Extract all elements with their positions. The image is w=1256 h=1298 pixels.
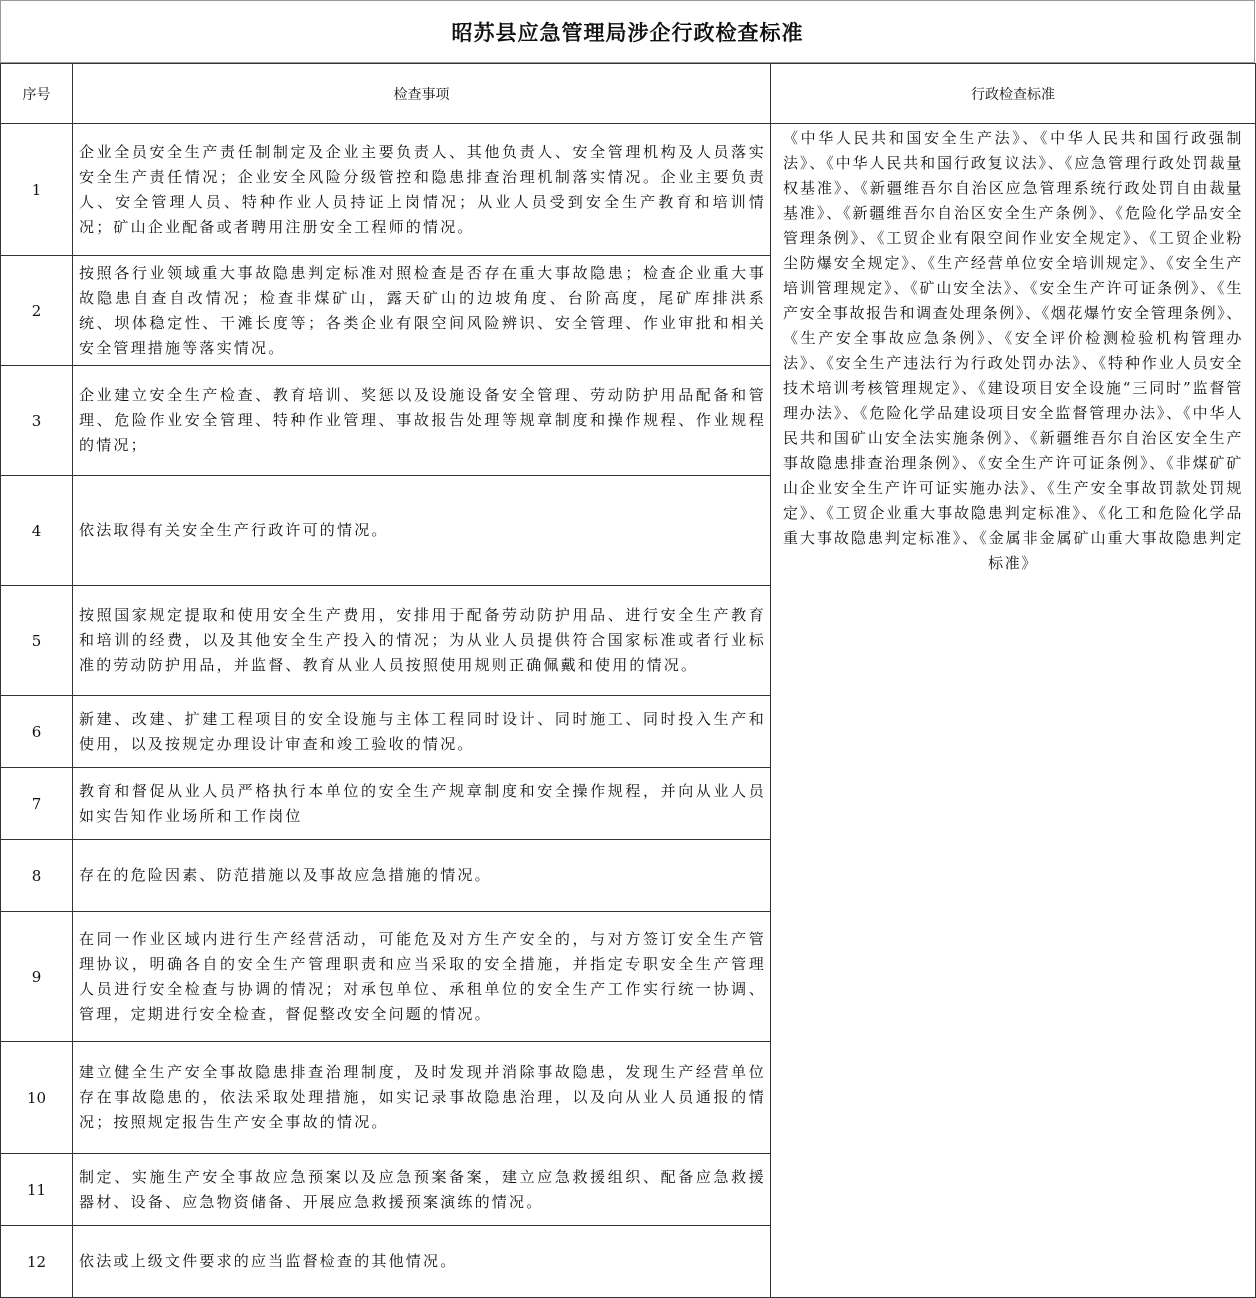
inspection-item: 制定、实施生产安全事故应急预案以及应急预案备案，建立应急救援组织、配备应急救援器材、设备、应急物资储备、开展应急救援预案演练的情况。 (73, 1154, 771, 1226)
inspection-item: 在同一作业区域内进行生产经营活动，可能危及对方生产安全的，与对方签订安全生产管理协议，明确各自的安全生产管理职责和应当采取的安全措施，并指定专职安全生产管理人员进行安全检查与协调的情况；对承包单位、承租单位的安全生产工作实行统一协调、管理，定期进行安全检查，督促整改安全问题的情况。 (73, 912, 771, 1042)
header-standard: 行政检查标准 (771, 64, 1256, 124)
row-number: 1 (1, 124, 73, 256)
row-number: 2 (1, 256, 73, 366)
row-number: 5 (1, 586, 73, 696)
row-number: 12 (1, 1226, 73, 1298)
row-number: 11 (1, 1154, 73, 1226)
row-number: 9 (1, 912, 73, 1042)
row-number: 10 (1, 1042, 73, 1154)
inspection-item: 企业全员安全生产责任制制定及企业主要负责人、其他负责人、安全管理机构及人员落实安全生产责任情况；企业安全风险分级管控和隐患排查治理机制落实情况。企业主要负责人、安全管理人员、特种作业人员持证上岗情况；从业人员受到安全生产教育和培训情况；矿山企业配备或者聘用注册安全工程师的情况。 (73, 124, 771, 256)
inspection-item: 按照国家规定提取和使用安全生产费用，安排用于配备劳动防护用品、进行安全生产教育和培训的经费，以及其他安全生产投入的情况；为从业人员提供符合国家标准或者行业标准的劳动防护用品，并监督、教育从业人员按照使用规则正确佩戴和使用的情况。 (73, 586, 771, 696)
inspection-item: 依法取得有关安全生产行政许可的情况。 (73, 476, 771, 586)
standard-text: 《中华人民共和国安全生产法》、《中华人民共和国行政强制法》、《中华人民共和国行政复议法》、《应急管理行政处罚裁量权基准》、《新疆维吾尔自治区应急管理系统行政处罚自由裁量基准》、《新疆维吾尔自治区安全生产条例》、《危险化学品安全管理条例》、《工贸企业有限空间作业安全规定》、《工贸企业粉尘防爆安全规定》、《生产经营单位安全培训规定》、《安全生产培训管理规定》、《矿山安全法》、《安全生产许可证条例》、《生产安全事故报告和调查处理条例》、《烟花爆竹安全管理条例》、《生产安全事故应急条例》、《安全评价检测检验机构管理办法》、《安全生产违法行为行政处罚办法》、《特种作业人员安全技术培训考核管理规定》、《建设项目安全设施“三同时”监督管理办法》、《危险化学品建设项目安全监督管理办法》、《中华人民共和国矿山安全法实施条例》、《新疆维吾尔自治区安全生产事故隐患排查治理条例》、《安全生产许可证条例》、《非煤矿矿山企业安全生产许可证实施办法》、《生产安全事故罚款处罚规定》、《工贸企业重大事故隐患判定标准》、《化工和危险化学品重大事故隐患判定标准》、《金属非金属矿山重大事故隐患判定标准》 (783, 129, 1243, 572)
inspection-item: 建立健全生产安全事故隐患排查治理制度，及时发现并消除事故隐患，发现生产经营单位存在事故隐患的，依法采取处理措施，如实记录事故隐患治理，以及向从业人员通报的情况；按照规定报告生产安全事故的情况。 (73, 1042, 771, 1154)
row-number: 7 (1, 768, 73, 840)
inspection-item: 企业建立安全生产检查、教育培训、奖惩以及设施设备安全管理、劳动防护用品配备和管理、危险作业安全管理、特种作业管理、事故报告处理等规章制度和操作规程、作业规程的情况； (73, 366, 771, 476)
standard-cell (771, 124, 1256, 1298)
inspection-item: 按照各行业领域重大事故隐患判定标准对照检查是否存在重大事故隐患；检查企业重大事故隐患自查自改情况；检查非煤矿山，露天矿山的边坡角度、台阶高度，尾矿库排洪系统、坝体稳定性、干滩长度等；各类企业有限空间风险辨识、安全管理、作业审批和相关安全管理措施等落实情况。 (73, 256, 771, 366)
row-number: 3 (1, 366, 73, 476)
header-no: 序号 (1, 64, 73, 124)
table-row (1, 124, 1256, 256)
inspection-item: 依法或上级文件要求的应当监督检查的其他情况。 (73, 1226, 771, 1298)
inspection-item: 存在的危险因素、防范措施以及事故应急措施的情况。 (73, 840, 771, 912)
page-title: 昭苏县应急管理局涉企行政检查标准 (0, 0, 1255, 63)
row-number: 8 (1, 840, 73, 912)
inspection-item: 教育和督促从业人员严格执行本单位的安全生产规章制度和安全操作规程，并向从业人员如实告知作业场所和工作岗位 (73, 768, 771, 840)
row-number: 6 (1, 696, 73, 768)
row-number: 4 (1, 476, 73, 586)
header-item: 检查事项 (73, 64, 771, 124)
inspection-item: 新建、改建、扩建工程项目的安全设施与主体工程同时设计、同时施工、同时投入生产和使用，以及按规定办理设计审查和竣工验收的情况。 (73, 696, 771, 768)
inspection-table (0, 63, 1256, 1298)
header-row (1, 64, 1256, 124)
